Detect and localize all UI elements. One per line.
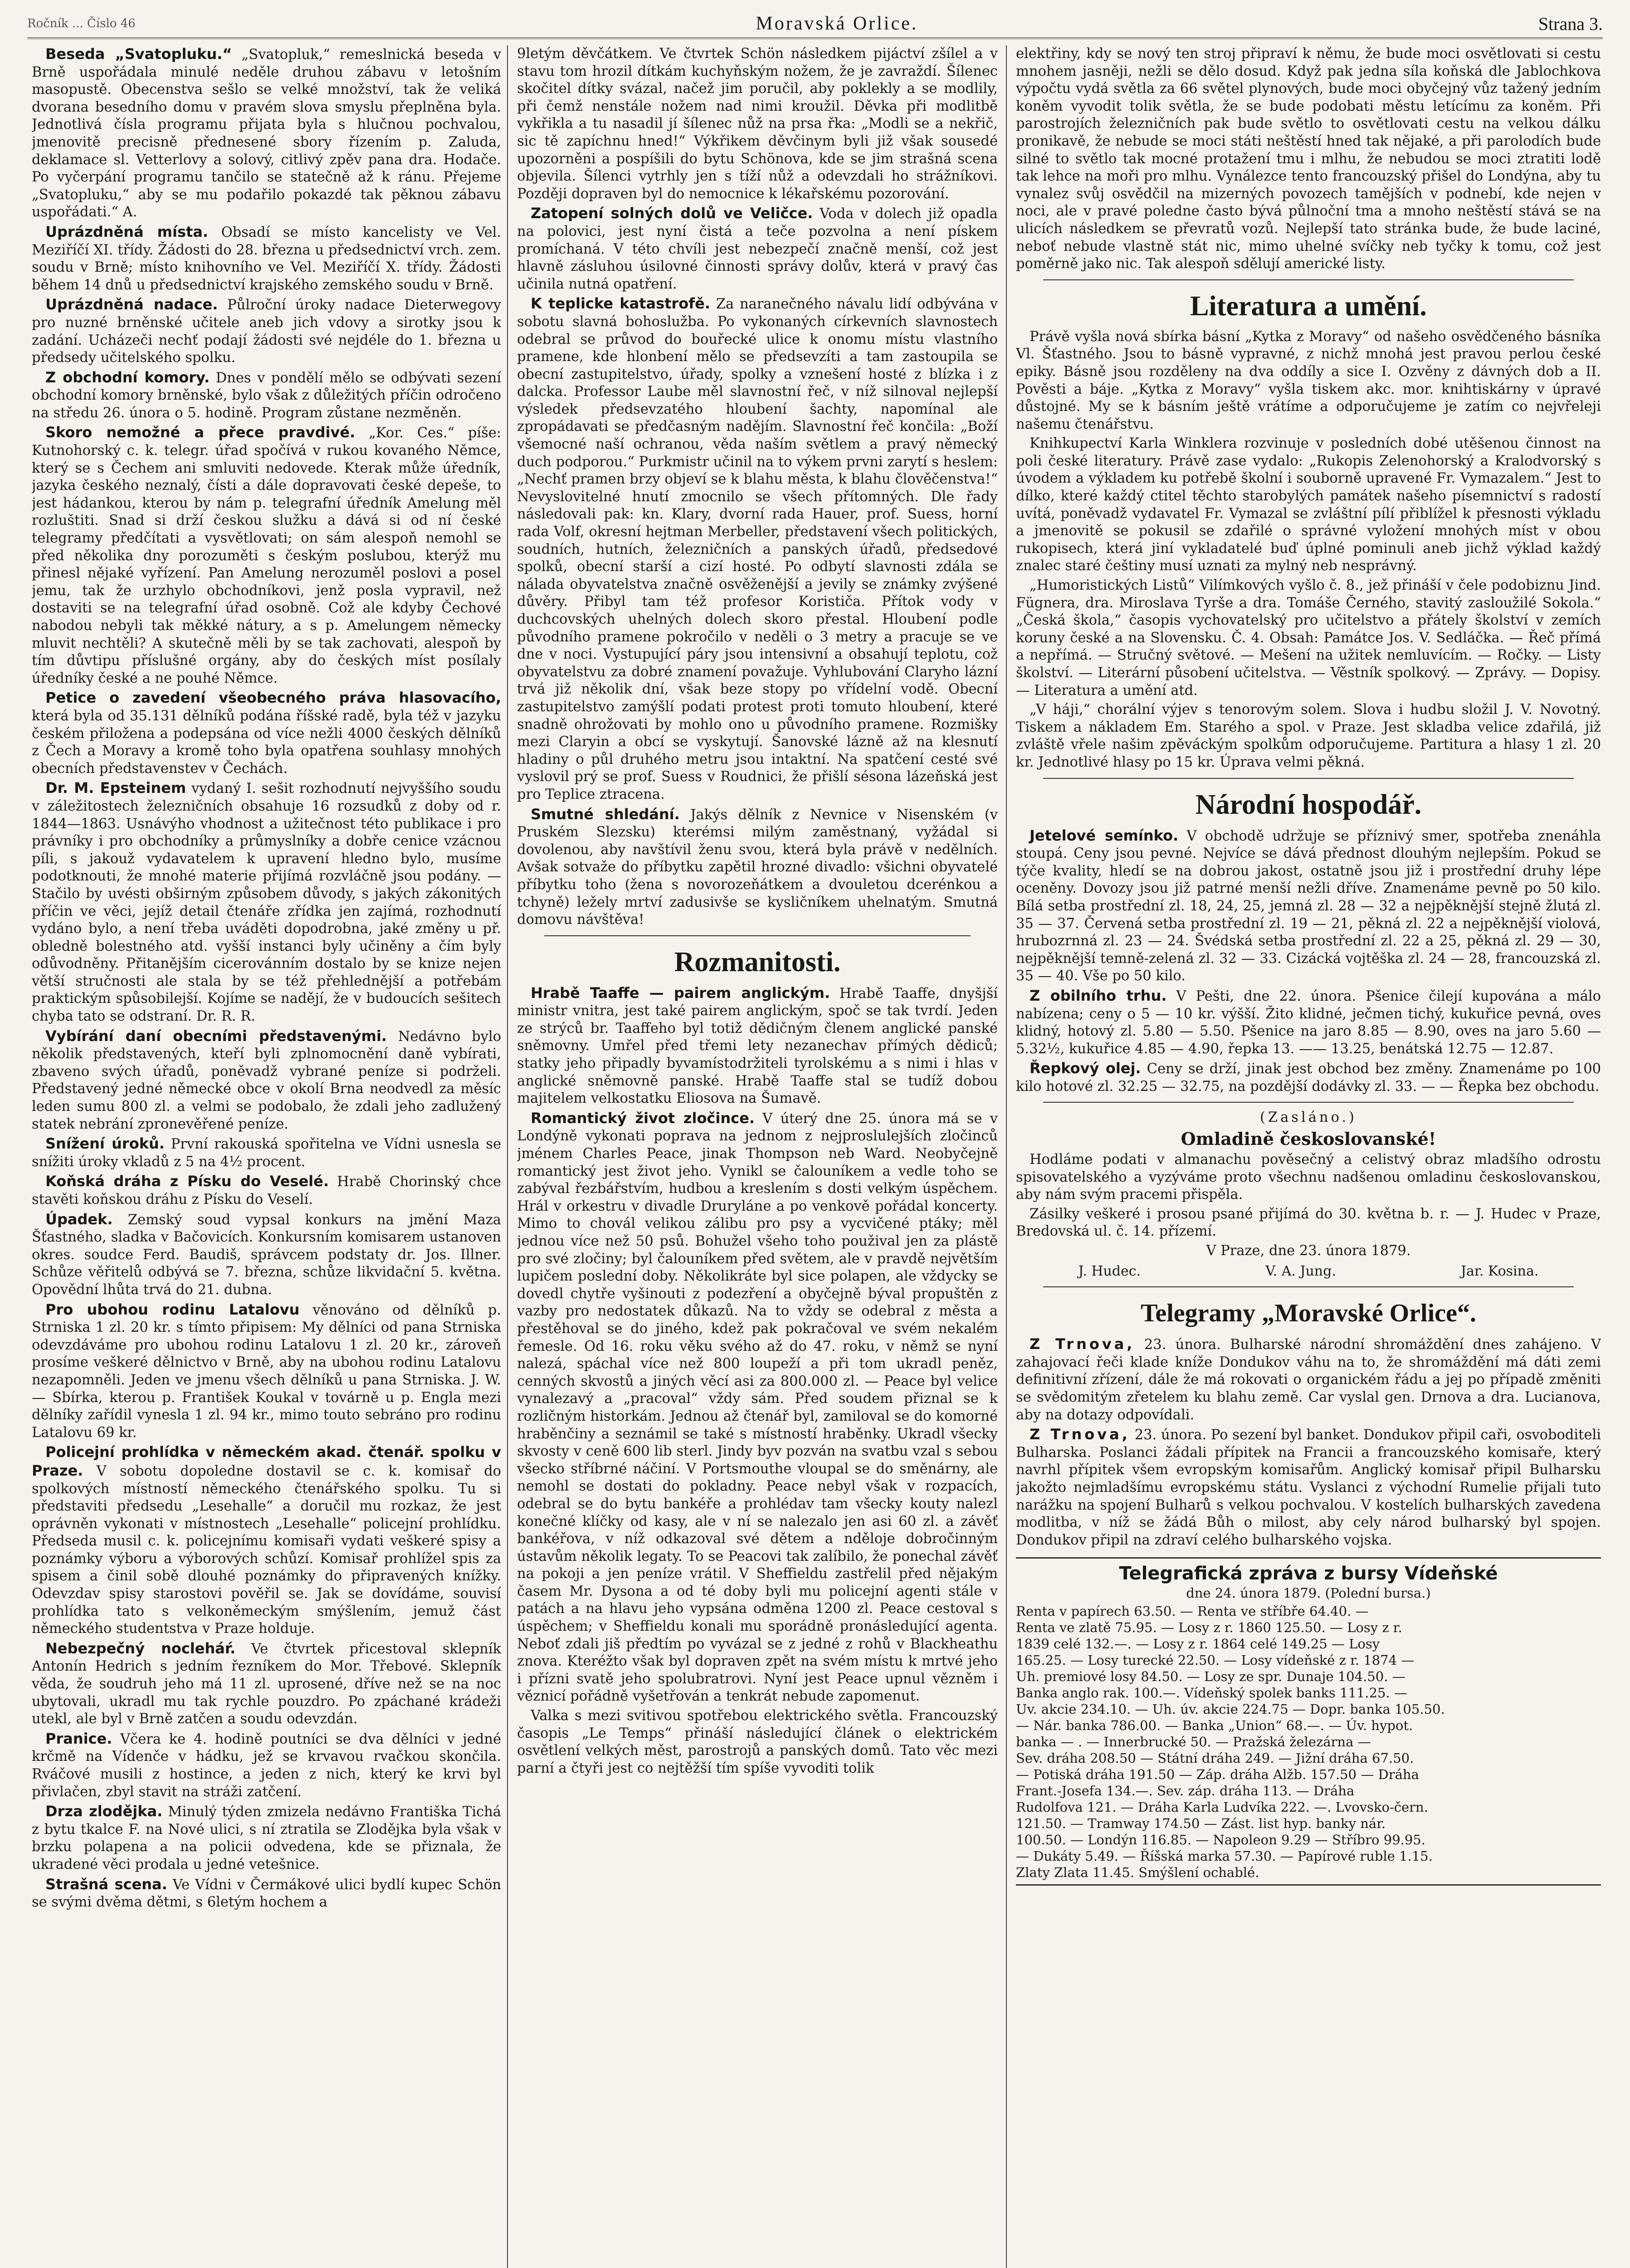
stock-report-line: Frant.-Josefa 134.—. Sev. záp. dráha 113. — Dráha	[1016, 1783, 1355, 1799]
article	[517, 205, 998, 293]
article	[32, 1173, 501, 1208]
article-head: Petice o zavedení všeobecného práva hlasovacího,	[45, 689, 501, 707]
article-head: Úpadek.	[45, 1210, 113, 1228]
telegram-body: 23. února. Po sezení byl banket. Dondukov připil caři, osvoboditeli Bulharska. Poslanci žádali přípitek na Francii a francouzského komisaře, který navrhl přípitek všem evropským komisařům. Anglický komisař připil Bulharsku jakožto nejmladšímu evropskému státu. Vyslanci z východní Rumelie přijali tuto narážku na spojení Bulharů s velkou pochvalou. V kostelích bulharských zavedena modlitba, v níž se žádá Bůh o milost, aby cely národ bulharský byl spojen. Dondukov připil na zdraví celého bulharského vojska.	[1016, 1427, 1601, 1548]
notice-body: Zásilky veškeré i prosou psané přijímá do 30. května b. r. — J. Hudec v Praze, Bredovská ul. č. 14. přízemí.	[1016, 1206, 1601, 1240]
article-body: Včera ke 4. hodině poutníci se dva dělníci v jedné krčmě na Vídenče v hádku, jež se krvavou rvačkou skončila. Rváčové musili z hostince, a jeden z nich, který ke krvi byl přivlačen, zbyl stavit na stráži zatčení.	[32, 1731, 501, 1800]
article-body: „Svatopluk,“ remeslnická beseda v Brně uspořádala minulé neděle druhou zábavu v letošním masopustě. Obecenstva sešlo se velké množství, tak že veliká dvorana besedního domu v pravém slova smyslu přeplněna byla. Jednotlivá čísla programu přijata byla s hlučnou pochvalou, jmenovitě precisně přednesené sbory řízením p. Zaluda, deklamace sl. Vetterlovy a solový, citlivý zpěv pana dra. Hodače. Po vyčerpání programu tančilo se statečně až k ránu. Přejeme „Svatopluku,“ aby se mu podařilo pokazdé tak pěknou zábavu uspořádati.“ A.	[32, 47, 501, 220]
stock-report-line: Renta ve zlatě 75.95. — Losy z r. 1860 125.50. — Losy z r.	[1016, 1620, 1402, 1636]
article-body: Nedávno bylo několik představených, kteří byli zplnomocnění daně vybírati, zbaveno svých úřadů, poněvadž vybrané peníze si podrželi. Představený jedné německé obce v okolí Brna neodvedl za měsíc leden sumu 800 zl. a velmi se podobalo, že zdali jeho zadlužený statek nebrání zpronevěřené peníze.	[32, 1028, 501, 1132]
article-head: Beseda „Svatopluku.“	[45, 45, 232, 63]
stock-exchange-report	[1016, 1557, 1601, 1886]
article-head: Drza zlodějka.	[45, 1803, 163, 1820]
section-divider	[1043, 778, 1574, 779]
article	[32, 223, 501, 294]
article: Knihkupectví Karla Winklera rozvinuje v posledních dobé utěšenou činnost na poli české literatury. Právě zase vydalo: „Rukopis Zelenohorský a Kralodvorský s úvodem a výkladem ku potřebě školní i souborně upravené Fr. Vymazalem.“ Jest to dílko, které každý ctitel těchto starobylých památek našeho písemnictví s radostí uvítá, poněvadž vydavatel Fr. Vymazal se zvláštní pílí přiblížel k přesnosti výkladu a jmenovitě se pokusil se zdařilé o správné vyložení mnohých míst v obou rukopisech, která jiní vykladatelé buď úplné pominuli aneb jichž výklad každý znalec staré češtiny musí uznati za mylný neb nesprávný.	[1016, 435, 1601, 574]
article-continued: elektřiny, kdy se nový ten stroj připraví k němu, že bude moci osvětlovati si cestu mnohem jasněji, nežli se dělo dosud. Když pak jedna síla koňská dle Jablochkova výpočtu vydá světla za 66 světel plynových, bude moci obyčejný vůz tažený jedním koněm vyvodit tolik světla, že se bude podobati městu letícímu za koněm. Při parostrojích železničních pak bude světlo to osvětlovati cestu na velkou dálku pronikavě, že nebude se moci státi neštěstí hned tak nějaké, a při parolodích bude silné to světlo tak mocné protažení tmu i mlhu, že nebudou se moci ztratiti lodě tak lehce na moři pro mlhu. Vynálezce tento francouzský přišel do Londýna, aby tu vynalez svůj osvědčil na mizerných povozech tamějších v podnebí, kde nejen v noci, ale v pravé poledne často bývá půlnoční tma a mnoho neštěstí stává se na ulicích následkem se převratů vozů. Nejlepší tato stránka bude, že bude laciné, neboť nebude vlastně stát nic, mimo uhelné svíčky neb tyčky k tomu, což jest poměrně jako nic. Tak alespoň sdělují americké listy.	[1016, 46, 1601, 272]
article-body: Obsadí se místo kancelisty ve Vel. Meziříčí XI. třídy. Žádosti do 28. března u předsednictví vrch. zem. soudu v Brně; místo knihovního ve Vel. Meziříčí X. třídy. Žádosti během 14 dnů u předsednictví krajského zemského soudu v Brně.	[32, 224, 501, 293]
article-head: Policejní prohlídka v německém akad. čtenář. spolku v Praze.	[32, 1443, 501, 1479]
article	[32, 1876, 501, 1911]
stock-report-line: Rudolfova 121. — Dráha Karla Ludvíka 222. —. Lvovsko-čern.	[1016, 1799, 1428, 1815]
article	[32, 1443, 501, 1638]
article-head: Snížení úroků.	[45, 1135, 165, 1153]
article-head: Strašná scena.	[45, 1875, 167, 1893]
stock-report-line: — Nár. banka 786.00. — Banka „Union“ 68.—. — Úv. hypot.	[1016, 1718, 1413, 1734]
article-body: Ve Vídni v Čermákové ulici bydlí kupec Schön se svými dvěma dětmi, s 6letým hochem a	[32, 1877, 501, 1911]
article-body: Hrabě Chorinský chce stavěti koňskou dráhu z Písku do Veselí.	[32, 1174, 501, 1207]
issue-info: Ročník ... Číslo 46	[27, 17, 136, 30]
notice-signatures	[1016, 1263, 1601, 1281]
stock-report-line: Renta v papírech 63.50. — Renta ve stříbře 64.40. —	[1016, 1603, 1369, 1619]
article-body: „Kor. Ces.“ píše: Kutnohorský c. k. telegr. úřad spočívá v rukou kovaného Němce, který se s Čechem ani smluviti nedovede. Kterak může úředník, jazyka českého neznalý, čísti a dále dopravovati české depeše, to jest hádankou, kterou by nám p. telegrafní úředník Amelung měl rozluštiti. Snad si drží českou služku a dává si od ní české telegramy předčítati a vysvětlovati; on sám alespoň nemohl se před několika dny porozuměti s českým poslubou, kterýž mu přinesl nějaké vyřízení. Pan Amelung nerozuměl poslovi a posel jemu, tak že urzhylo obchodníkovi, jenž posla vypravil, než dostaviti se na telegrafní úřad osobně. Což ale kdyby Čechové nabodou nebyli tak měkké nátury, a s p. Amelungem německy mluvit nechtěli? A skutečně měli by se tak zachovati, alespoň by tím důvtipu příslušné orgány, aby do českých míst posílaly úředníky české a ne pouhé Němce.	[32, 425, 501, 686]
article-continued: 9letým děvčátkem. Ve čtvrtek Schön následkem pijáctví zšílel a v stavu tom hrozil dítkám kuchyňským nožem, že je zavraždí. Šílenec skočitel dítky svázal, načež jim poručil, aby poklekly a se modlily, při čemž nenstále nožem nad nimi kroužil. Děvka při modlitbě vykřikla a tu nasadil jí šílenec nůž na prsa řka: „Modli se a nekřič, sic tě zapíchnu hned!“ Výkřikem děvčinym byli již však sousedé upozorněni a pospíšili do bytu Schönova, kde se jim strašná scena objevila. Šílenci vytrhly jen s tíží nůž a odevzdali ho strážníkovi. Později dopraven byl do nemocnice k lékařskému pozorování.	[517, 46, 998, 202]
article-head: Jetelové semínko.	[1030, 826, 1179, 844]
article-body: První rakouská spořitelna ve Vídni usnesla se snížiti úroky vkladů z 5 na 4½ procent.	[32, 1136, 501, 1170]
notice-title: Omladině českoslovanské!	[1181, 1129, 1436, 1149]
section-divider	[1043, 279, 1574, 280]
column-1	[32, 45, 501, 2268]
stock-report-line: 165.25. — Losy turecké 22.50. — Losy vídeňské z r. 1874 —	[1016, 1652, 1415, 1668]
article-head: Koňská dráha z Písku do Veselé.	[45, 1173, 329, 1190]
article: Valka s mezi svitivou spotřebou elektrického světla. Francouzský časopis „Le Temps“ přináší následující článek o elektrickém osvětlení velkých měst, parostrojů a panských domů. Tato věc mezi parní a čtyři jest co nejtěžší tím spíše vyvoditi tolik	[517, 1708, 998, 1776]
article	[32, 1027, 501, 1134]
article-head: Skoro nemožné a přece pravdivé.	[45, 424, 356, 441]
notice-date: V Praze, dne 23. února 1879.	[1206, 1243, 1411, 1259]
article-head: Romantický život zločince.	[531, 1109, 755, 1127]
page-header	[27, 10, 1603, 39]
article-head: Z obilního trhu.	[1030, 987, 1167, 1004]
stock-report-line: Zlaty Zlata 11.45. Smýšlení ochablé.	[1016, 1865, 1259, 1881]
column-3	[1016, 45, 1601, 2268]
article-head: Vybírání daní obecními představenými.	[45, 1027, 387, 1045]
article	[1016, 1060, 1601, 1095]
article-body: Jakýs dělník z Nevnice v Nisenském (v Pruském Slezsku) kterémsi milým zaměstnaný, vyžádal si dovolenou, aby navštívil ženu svou, která byla právě v nedělních. Avšak sotvaže do příbytku zapětil hrozné divadlo: všichni obyvatelé příbytku toho (žena s novorozeňátkem a dvouletou dcerénkou a tchyně) ležely mrtví zadusivše se kysličníkem uhelnatým. Smutná domovu návštěva!	[517, 807, 998, 928]
article	[1016, 987, 1601, 1058]
stock-report-line: 121.50. — Tramway 174.50 — Zást. list hyp. banky nár.	[1016, 1816, 1386, 1832]
stock-report-line: 100.50. — Londýn 116.85. — Napoleon 9.29 — Stříbro 99.95.	[1016, 1832, 1425, 1848]
section-divider	[1043, 1286, 1574, 1287]
article: Právě vyšla nová sbírka básní „Kytka z Moravy“ od našeho osvědčeného básníka Vl. Šťastného. Jsou to básně vypravné, z nichž mnohá jest pravou perlou české epiky. Básně jsou rozděleny na dva oddíly a sice I. Ozvěny z dávných dob a II. Pověsti a báje. „Kytka z Moravy“ vyšla tiskem akc. mor. knihtiskárny v úpravé důstojné. My se k básním ještě vrátíme a odporučujeme je zatím co nejvřeleji našemu čtenářstvu.	[1016, 328, 1601, 432]
article-body: Ve čtvrtek přicestoval sklepník Antonín Hedrich s jedním řezníkem do Mor. Třebové. Sklepník věda, že soudruh jeho má 11 zl. uprosené, dříve než se na noc ubytovali, ukradl mu tak rychle pouzdro. Po zpáchané krádeži utekl, ale byl v Brně zatčen a soudu odevzdán.	[32, 1641, 501, 1727]
section-divider	[1043, 1102, 1574, 1103]
article	[32, 424, 501, 687]
stock-report-line: Uv. akcie 234.10. — Uh. úv. akcie 224.75 — Dopr. banka 105.50.	[1016, 1701, 1445, 1717]
notice-body: Hodláme podati v almanachu pověsečný a celistvý obraz mladšího odrostu spisovatelského a vyzýváme proto všechnu nadšenou omladinu českoslovanskou, aby nám svým pracemi přispěla.	[1016, 1152, 1601, 1203]
article-body: která byla od 35.131 dělníků podána říšské radě, byla též v jazyku českém přiložena a podepsána od více nežli 4000 českých dělníků z Čech a Moravy a kromě toho byla opatřena souhlasy mnohých obecních představenstev v Čechách.	[32, 708, 501, 777]
article	[32, 1640, 501, 1728]
article-body: Voda v dolech již opadla na polovici, jest nyní čistá a teče pozvolna a není pískem promíchaná. V této chvíli jest nebezpečí značně menší, což jest hlavně zásluhou úsilovné činnosti správy dolův, která v pravý čas učinila nutná opatření.	[517, 206, 998, 292]
article-body: vydaný I. sešit rozhodnutí nejvyššího soudu v záležitostech železničních obsahuje 16 rozsudků z doby od r. 1844—1863. Usnávýho vhodnost a užitečnost této publikace i pro právníky i pro obchodníky a průmyslníky a dobře cenice vzácnou píli, s jakouž vydavatelem k upravení hledno bylo, musíme podotknouti, že mnohé materie přijímá rozvláčně jsou podány. — Stačilo by uvésti obširným způsobem důvody, s jakých zákonitých příčin ve věci, jejíž detail čtenáře zřídka jen zajímá, rozhodnutí vydáno bylo, a není třeba uváděti dopodrobna, jaké změny u př. obledně bolestného atd. vyšší instanci byly učiněny a čím byly odůvodněny. Přitanějším cicerovánním dostalo by se knize nejen větší stručnosti ale stala by se též přehlednější a potřebám praktickým spůsobilejší. Kojíme se nadějí, že v budoucích sešitech chyba tato se odstraní. Dr. R. R.	[32, 781, 501, 1025]
telegram-body: 23. února. Bulharské národní shromáždění dnes zahájeno. V zahajovací řeči klade kníže Dondukov váhu na to, že shromáždění má dáti zemi definitivní zřízení, dále že má rokovati o organickém řádu a jej po případě změniti se svědomitým zřetelem ku blahu země. Car vyslal gen. Drnova a dra. Lucianova, aby na dotazy odpovídali.	[1016, 1337, 1601, 1423]
article-body: V sobotu dopoledne dostavil se c. k. komisař do spolkových místností německého čtenářského spolku. Tu si představiti předsedu „Lesehalle“ a doručil mu rozkaz, že jest oprávněn vykonati v místnostech „Lesehalle“ policejní prohlídku. Předseda musil c. k. policejnímu komisaři vydati veškeré spisy a poznámky výboru a výborových schůzí. Komisař prohlížel spis za spisem a činil sobě dlouhé poznámky do připravených knížky. Odevzdav spisy starostovi pověřil se. Jak se dovídáme, souvisí prohlídka tato s velkoněmeckým smýšlením, jemuž část německého studentstva v Praze holduje.	[32, 1463, 501, 1637]
article-head: Uprázdněná nadace.	[45, 296, 218, 313]
stock-report-line: banka — . — Innerbrucké 50. — Pražská železárna —	[1016, 1734, 1371, 1750]
section-title-rozmanitosti: Rozmanitosti.	[674, 946, 841, 978]
article-head: Dr. M. Epsteinem	[45, 779, 186, 797]
article	[32, 1301, 501, 1442]
article	[32, 1135, 501, 1171]
article-head: Z obchodní komory.	[45, 368, 210, 386]
stock-report-title: Telegrafická zpráva z bursy Vídeňské	[1119, 1563, 1498, 1584]
article	[32, 1211, 501, 1299]
article-head: Pro ubohou rodinu Latalovu	[45, 1300, 300, 1318]
article	[32, 296, 501, 367]
article-body: Zemský soud vypsal konkurs na jmění Maza Šťastného, sladka v Bačovicích. Konkursním komisarem ustanoven okres. soudce Ferd. Baudiš, správcem podstaty dr. Jos. Illner. Schůze věřitelů odbývá se 7. března, schůze likvidační 5. května. Opovědní lhůta trvá do 21. dubna.	[32, 1212, 501, 1298]
article	[32, 779, 501, 1025]
stock-report-lines	[1016, 1603, 1601, 1881]
stock-report-line: — Potiská dráha 191.50 — Záp. dráha Alžb. 157.50 — Dráha	[1016, 1767, 1419, 1783]
article-head: Smutné shledání.	[531, 805, 680, 823]
article-body: Hrabě Taaffe, dnyšjší ministr vnitra, jest také pairem anglickým, spoč se tak tvrdí. Jeden ze strýců br. Taaffeho byl totiž dědičným členem anglické panské sněmovny. Umřel před třemi lety nezanechav přímých dědiců; statky jeho připadly byvamístodržiteli tyrolskému a s nimi i hlas v anglické sněmovně panské. Hrabě Taaffe stal se tudíž dobou majitelem velkostatku Eliosova na Šumavě.	[517, 985, 998, 1107]
article-head: K teplicke katastrofě.	[531, 295, 710, 313]
article-body: věnováno od dělníků p. Strniska 1 zl. 20 kr. s tímto připisem: My dělníci od pana Strniska odevzdáváme pro ubohou rodinu Latalovu 1 zl. 20 kr., zároveň prosíme veškeré dělnictvo v Brně, aby na ubohou rodinu Latalovu nezapomněli. Jeden ve jmenu všech dělníků u pana Strniska. J. W. — Sbírka, kterou p. František Koukal v továrně u p. Engla mezi dělníky zařídil vynesla 1 zl. 94 kr., mimo touto sebráno pro rodinu Latalovu 69 kr.	[32, 1302, 501, 1441]
page-number: Strana 3.	[1538, 13, 1603, 34]
telegram-head: Z Trnova,	[1030, 1335, 1135, 1353]
stock-report-line: Uh. premiové losy 84.50. — Losy ze spr. Dunaje 104.50. —	[1016, 1669, 1406, 1685]
article	[32, 1803, 501, 1873]
article-head: Nebezpečný nocleháŕ.	[45, 1639, 236, 1657]
article-body: Ceny se drží, jinak jest obchod bez změny. Znamenáme po 100 kilo hotové zl. 32.25 — 32.75, na pozdější dodávky zl. 33. — — Řepka bez obchodu.	[1016, 1061, 1601, 1095]
column-2	[517, 45, 998, 2268]
article-body: Dnes v pondělí mělo se odbývati sezení obchodní komory brněnské, bylo však z důležitých příčin odročeno na středu 26. února o 5. hodině. Program zůstane nezměněn.	[32, 370, 501, 421]
article-head: Uprázdněná místa.	[45, 223, 209, 240]
article-body: V Pešti, dne 22. února. Pšenice čilejí kupována a málo nabízena; ceny o 5 — 10 kr. výšší. Žito klidné, ječmen tichý, kukuřice pevná, oves klidný, hotový zl. 5.80 — 5.50. Pšenice na jaro 8.85 — 8.90, oves na jaro 5.60 — 5.32½, kukuřice 4.85 — 4.90, řepka 13. —— 13.25, benátská 12.75 — 12.87.	[1016, 988, 1601, 1057]
article	[517, 295, 998, 803]
article	[517, 806, 998, 929]
section-title-literatura: Literatura a umění.	[1190, 290, 1427, 322]
stock-report-line: Banka anglo rak. 100.—. Vídeňský spolek banks 111.25. —	[1016, 1685, 1407, 1701]
zaslano-label: (Zasláno.)	[1260, 1110, 1357, 1126]
article	[517, 1110, 998, 1706]
article-body: V úterý dne 25. února má se v Londýně vykonati poprava na jednom z nejproslulejších zločinců jménem Charles Peace, jinak Thompson neb Ward. Neobyčejně romantický jest život jeho. Vynikl se čalouníkem a vedle toho se zabýval řezbářstvím, hudbou a kreslením s dosti velkým úspěchem. Hrál v orkestru v divadle Druryláne a po venkově pořádal koncerty. Mimo to chovál velikou zálibu pro psy a vycvičené ptáky; měl jednou více než 50 psů. Bohužel všeho toho použival jen za plástě pro své zločiny; byl čalouníkem před světem, ale v pravdě největším lupičem poslední doby. Několikráte byl sice polapen, ale vždycky se dovedl chytře vyšinouti z podezření a obyčejně býval propuštěn z vazby pro nedostatek důkazů. Na to vždy se odebral z města a přestěhoval se do jiného, kdež pak pokračoval ve svém nekalém řemesle. Od 16. roku věku svého až do 47. roku, v němž se nyní nalezá, spáchal více než 800 loupeží a při tom ukradl peněz, cenných skvostů a jiných věcí asi za 800.000 zl. — Peace byl velice vynalezavý a „pracoval“ vždy sám. Před soudem přiznal se k rozličným historkám. Jednou až čtenář byl, zamiloval se do komorné hraběnčiny a seznámil se také s místností hraběnky. Ukradl všecky skvosty v ceně 600 lib sterl. Jindy byv pozván na svatbu vzal s sebou všecko stříbrné náčiní. V Portsmouthe vloupal se do směnárny, ale nemohl se dostati do pokladny. Peace nebyl však v rozpacích, odebral se do bytu bankéře a prohlédav tam všecky kouty nalezl konečné klíčky od kasy, ale v ní se nalezalo jen asi 60 zl. a závěť bankéřova, v níž odkazoval své dětem a nděloje dobročinným ústavům několik legaty. To se Peacovi tak zalíbilo, že ponechal závěť na pokoji a jen peníze vrátil. V Sheffieldu zastřelil před nějakým časem Mr. Dysona a od té doby byli mu policejní agenti stále v patách a na hlavu jeho vypsána odměna 1200 zl. Peace cestoval s úspěchem; v Sheffieldu konali mu sporádně pronásledující agenta. Neboť zdali jiš předtím po vyvázal se z jedné z rohů v Blackheathu znova. Kteréžto však byl dopraven zpět na svém místu k mrtvé jeho i přízni svatě jeho spolubratrovi. Nyní jest Peace upnul vězněm i věznicí pořádně vyšetřován a tenkrát nebude zapomenut.	[517, 1110, 998, 1705]
column-divider	[507, 45, 508, 2268]
signature: V. A. Jung.	[1265, 1263, 1336, 1279]
column-divider	[1006, 45, 1007, 2268]
section-divider	[544, 935, 971, 936]
signature: Jar. Kosina.	[1460, 1263, 1539, 1279]
article-body: Půlroční úroky nadace Dieterwegovy pro nuzné brněnské učitele aneb jich vdovy a sirotky jsou k zadání. Ucházeči nechť podají žádosti své nejdéle do 1. března u předsedy učitelského spolku.	[32, 297, 501, 366]
article-body: Za naranečného návalu lidí odbývána v sobotu slavná bohoslužba. Po vykonaných církevních slavnostech odebral se průvod do bouřecké ulice k onomu místu vlastního pramene, kde hlonbení mělo se předsevzíti a tam zastoupila se obecní zastupitelstvo, úřady, spolky a vznešení hosté z blízka i z dalcka. Professor Laube měl slavnostní řeč, v níž silnoval nejlepší výsledek předsevzatého hloubení šachty, napomínal ale zpropádavati se předčasným nadějím. Slavnostní řeč končila: „Boží všemocné naší ochranou, věda naším světlem a pravý německý duch podporou.“ Purkmistr učinil na to výkem prvni zarytí s heslem: „Nechť pramen brzy objeví se k blahu města, k blahu člověčenstva!“ Nevyslovitelné hnutí zmocnilo se všech přítomných. Dle řady následovali pak: kn. Klary, dvorní rada Hauer, prof. Suess, horní rada Volf, okresní hejtman Merbeller, představení všech politických, soudních, hutních, železničních a panských úřadů, předsedové spolků, obecní starší a cizí hosté. Po odbytí slavnosti zdála se nálada obyvatelstva značně osvěženější a jevily se známky zvýšené důvěry. Přibyl tam též profesor Korističa. Přítok vody v duchcovských uhelných dolech skoro přestal. Hloubení podle původního pramene pokročilo v neděli o 3 metry a pracuje se ve dne v noci. Vystupující páry jsou intensivní a obsahují teplotu, což obyvatelstvu za dobré znamení považuje. Vyhlubování Claryho lázní trvá již několik dní, však beze stopy po vřídelní vodě. Obecní zastupitelstvo zamýšlí podati protest proti tomuto hloubení, které snadně ohrožovati by mohlo ono u původního pramene. Rozmišky mezi Claryin a obcí se vyskytují. Šanovské lázně až na klesnutí hladiny o půl druhého metru jsou intaktní. Na spatčení cesté své vyslovil prý se prof. Suess v Roudnici, že přišlí sésona lázeňská jest pro Teplice ztracena.	[517, 296, 998, 802]
article	[32, 369, 501, 422]
article-body: Minulý týden zmizela nedávno Františka Tichá z bytu tkalce F. na Nové ulici, s ní ztratila se Zlodějka byla však v brzku polapena a na policii odvedena, kde se přiznala, že ukradené věci prodala u jedné vetešnice.	[32, 1804, 501, 1872]
article-head: Hrabě Taaffe — pairem anglickým.	[531, 984, 830, 1002]
telegram	[1016, 1426, 1601, 1549]
article-head: Řepkový olej.	[1030, 1060, 1141, 1077]
article	[1016, 827, 1601, 985]
stock-report-line: 1839 celé 132.—. — Losy z r. 1864 celé 149.25 — Losy	[1016, 1636, 1380, 1652]
telegram-head: Z Trnova,	[1030, 1426, 1130, 1443]
article-head: Zatopení solných dolů ve Veličce.	[531, 205, 813, 222]
article: „Humoristických Listů“ Vilímkových vyšlo č. 8., jež přináší v čele podobiznu Jind. Fügnera, dra. Miroslava Tyrše a dra. Tomáše Černého, stavitý zasloužilé Sokola.“ „Česká škola,“ časopis vychovatelský pro učitelstvo a přátely školství v zemích koruny české a na Slovensku. Č. 4. Obsah: Památce Jos. V. Sedláčka. — Řeč přímá a nepřímá. — Stručný světové. — Mešení na užitek nemluvícím. — Ročky. — Listy školství. — Literární působení učitelstva. — Věstník spolkový. — Zprávy. — Dopisy. — Literatura a umění atd.	[1016, 577, 1601, 699]
telegram	[1016, 1335, 1601, 1424]
article	[32, 689, 501, 777]
signature: J. Hudec.	[1078, 1263, 1141, 1279]
section-title-narodni-hospodar: Národní hospodář.	[1195, 789, 1422, 820]
article	[517, 984, 998, 1108]
article-head: Pranice.	[45, 1730, 112, 1747]
stock-report-line: — Dukáty 5.49. — Říšská marka 57.30. — Papírové ruble 1.15.	[1016, 1848, 1433, 1864]
article: „V háji,“ chorální výjev s tenorovým solem. Slova i hudbu složil J. V. Novotný. Tiskem a nákladem Em. Starého a spol. v Praze. Jest skladba velice zdařilá, již zvláště vřele našim zpěváckým spolkům odporučujeme. Partitura a hlasy 1 zl. 20 kr. Jednotlivé hlasy po 15 kr. Úprava velmi pěkná.	[1016, 702, 1601, 770]
article	[32, 45, 501, 221]
section-title-telegramy: Telegramy „Moravské Orlice“.	[1141, 1299, 1476, 1328]
article-body: V obchodě udržuje se příznivý smer, spotřeba znenáhla stoupá. Ceny jsou pevné. Nejvíce se dává přednost dlouhým nejlepším. Pokud se týče kvality, hledí se na dobrou jakost, ostatně jsou již i prostřední druhy lépe oceněny. Dovozy jsou již patrné menší nežli dříve. Znamenáme pevně po 50 kilo. Bílá setba prostřední zl. 18, 24, 25, jemná zl. 28 — 32 a nejpěknější stejně žlutá zl. 35 — 37. Červená setba prostřední zl. 19 — 21, pěkná zl. 22 a nejpěknější violová, hrubozrnná zl. 23 — 24. Švédská setba prostřední zl. 22 a 25, pěkná zl. 29 — 30, nejpěknější temně-zelená zl. 32 — 33. Cizácká vojtěška zl. 24 — 28, francouzská zl. 35 — 40. Vše po 50 kilo.	[1016, 828, 1601, 984]
article	[32, 1730, 501, 1801]
masthead: Moravská Orlice.	[756, 13, 918, 34]
stock-report-line: Sev. dráha 208.50 — Státní dráha 249. — Jižní dráha 67.50.	[1016, 1750, 1414, 1766]
stock-report-date: dne 24. února 1879. (Polední bursa.)	[1186, 1585, 1431, 1601]
